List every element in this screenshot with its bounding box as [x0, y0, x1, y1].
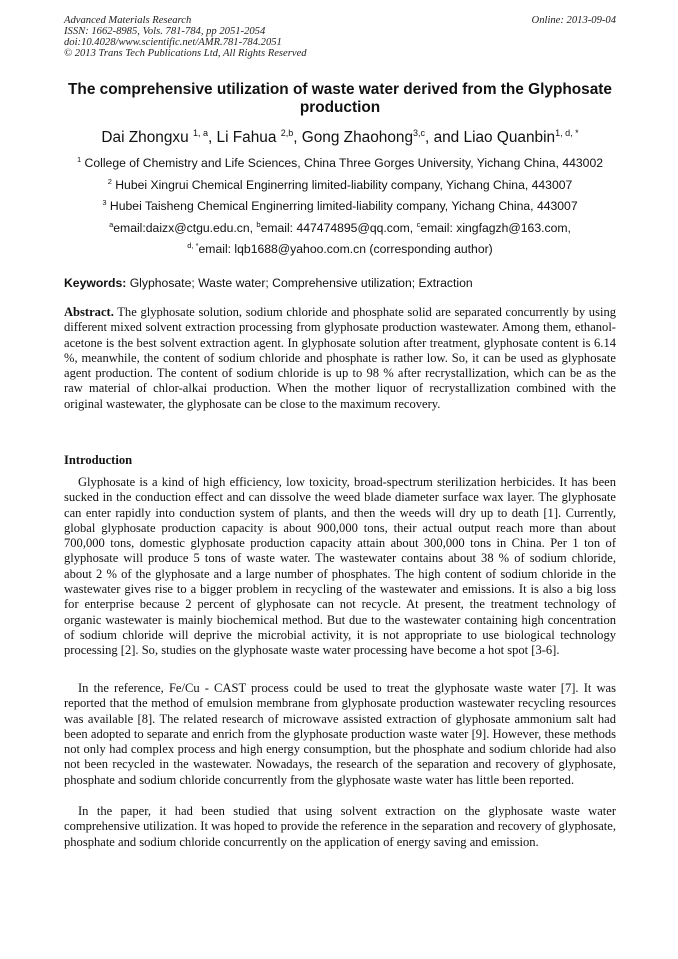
keywords-text: Glyphosate; Waste water; Comprehensive utilization; Extraction — [126, 276, 473, 290]
abstract-text: The glyphosate solution, sodium chloride and phosphate solid are separated concurrently by using different mixed solvent extraction processing from glyphosate production wastewater. Among them, ethanol-acetone is the best solvent extraction agent. In glyphosate solution after treatment, glyphosate content is 6.14 %, meanwhile, the content of sodium chloride and phosphate is rather low. So, it can be used as glyphosate agent production. The content of sodium chloride is up to 98 % after recrystallization, which can be as the raw material of chlor-alkai production. When the mother liquor of recrystallization combined with the original wastewater, the glyphosate can be close to the maximum recovery. — [64, 305, 616, 411]
author-name: , Li Fahua — [207, 129, 281, 146]
copyright-line: © 2013 Trans Tech Publications Ltd, All Rights Reserved — [64, 48, 307, 59]
email-mark: c — [416, 220, 421, 229]
intro-paragraph-3: In the paper, it had been studied that using solvent extraction on the glyphosate waste water comprehensive utilization. It was hoped to provide the reference in the separation and recovery of glyphosate, phosphate and sodium chloride concurrently on the application of energy saving and emission. — [64, 804, 616, 849]
email-line-2 — [40, 242, 640, 256]
email-mark: b — [256, 220, 261, 229]
affiliation-1 — [40, 156, 640, 170]
online-date: Online: 2013-09-04 — [531, 15, 616, 26]
author-list — [64, 129, 616, 147]
email-mark: a — [109, 220, 114, 229]
author-affiliation-mark: 3,c — [413, 128, 426, 138]
author-name: , Gong Zhaohong — [293, 129, 413, 146]
intro-paragraph-2: In the reference, Fe/Cu - CAST process could be used to treat the glyphosate waste water [7]. It was reported that the method of emulsion membrane from glyphosate production wastewater recycling resources was available [8]. The related research of microwave assisted extraction of glyphosate ammonium salt had been adopted to separate and enrich from the glyphosate production waste water [9]. However, these methods not only had complex process and high energy consumption, but the phosphate and sodium chloride had also not been recycled in the wastewater. Nowadays, the research of the separation and recovery of glyphosate, phosphate and sodium chloride concurrently from the glyphosate waste water has little been reported. — [64, 681, 616, 787]
email-line-1 — [40, 221, 640, 235]
keywords — [64, 276, 616, 290]
abstract-label: Abstract. — [64, 305, 114, 319]
affiliation-mark: 1 — [76, 155, 82, 164]
affiliation-mark: 3 — [102, 198, 107, 207]
author-name: , and Liao Quanbin — [425, 129, 556, 146]
author-affiliation-mark: 1, d, * — [555, 128, 579, 138]
affiliation-text: Hubei Xingrui Chemical Enginerring limited-liability company, Yichang China, 443007 — [111, 178, 573, 192]
affiliation-3 — [40, 199, 640, 213]
affiliation-2 — [40, 178, 640, 192]
email-text: email:daizx@ctgu.edu.cn, — [113, 221, 257, 235]
affiliation-mark: 2 — [107, 177, 112, 186]
email-mark: d, * — [187, 241, 199, 250]
affiliation-text: College of Chemistry and Life Sciences, China Three Gorges University, Yichang China, 443002 — [81, 156, 604, 170]
email-text: email: 447474895@qq.com, — [260, 221, 417, 235]
author-affiliation-mark: 1, a — [192, 128, 208, 138]
keywords-label: Keywords: — [64, 276, 127, 290]
intro-paragraph-1: Glyphosate is a kind of high efficiency, low toxicity, broad-spectrum sterilization herbicides. It has been sucked in the conduction effect and can dissolve the weed blade diameter surface wax layer. The glyphosate can enter rapidly into conduction system of plants, and then the weeds will dry up to death [1]. Currently, global glyphosate production capacity is about 900,000 tons, their actual output reach more than about 700,000 tons, domestic glyphosate production capacity attain about 300,000 tons in China. Per 1 ton of glyphosate will produce 5 tons of waste water. The wastewater contains about 38 % of sodium chloride, about 2 % of the glyphosate and a large number of phosphates. The high content of sodium chloride in the wastewater gives rise to a bigger problem in recycling of the wastewater and emissions. It is also a big loss for enterprise because 2 percent of glyphosate can not recycle. At present, the treatment technology of organic wastewater is mainly biochemical method. But due to the wastewater containing high concentration of sodium chloride will deprive the microbial activity, it is not appropriate to use biological technology processing [2]. So, studies on the glyphosate waste water processing have become a hot spot [3-6]. — [64, 475, 616, 658]
section-heading-introduction: Introduction — [64, 453, 133, 467]
doi-line: doi:10.4028/www.scientific.net/AMR.781-784.2051 — [64, 37, 282, 48]
author-name: Dai Zhongxu — [101, 129, 193, 146]
email-text: email: xingfagzh@163.com, — [420, 221, 571, 235]
author-affiliation-mark: 2,b — [280, 128, 294, 138]
affiliation-text: Hubei Taisheng Chemical Enginerring limited-liability company, Yichang China, 443007 — [106, 199, 578, 213]
journal-header — [64, 15, 616, 59]
paper-title: The comprehensive utilization of waste water derived from the Glyphosate production — [68, 81, 612, 116]
abstract — [64, 305, 616, 412]
journal-name: Advanced Materials Research — [64, 15, 192, 26]
issn-line: ISSN: 1662-8985, Vols. 781-784, pp 2051-2054 — [64, 26, 266, 37]
email-text: email: lqb1688@yahoo.com.cn (corresponding author) — [198, 242, 493, 256]
